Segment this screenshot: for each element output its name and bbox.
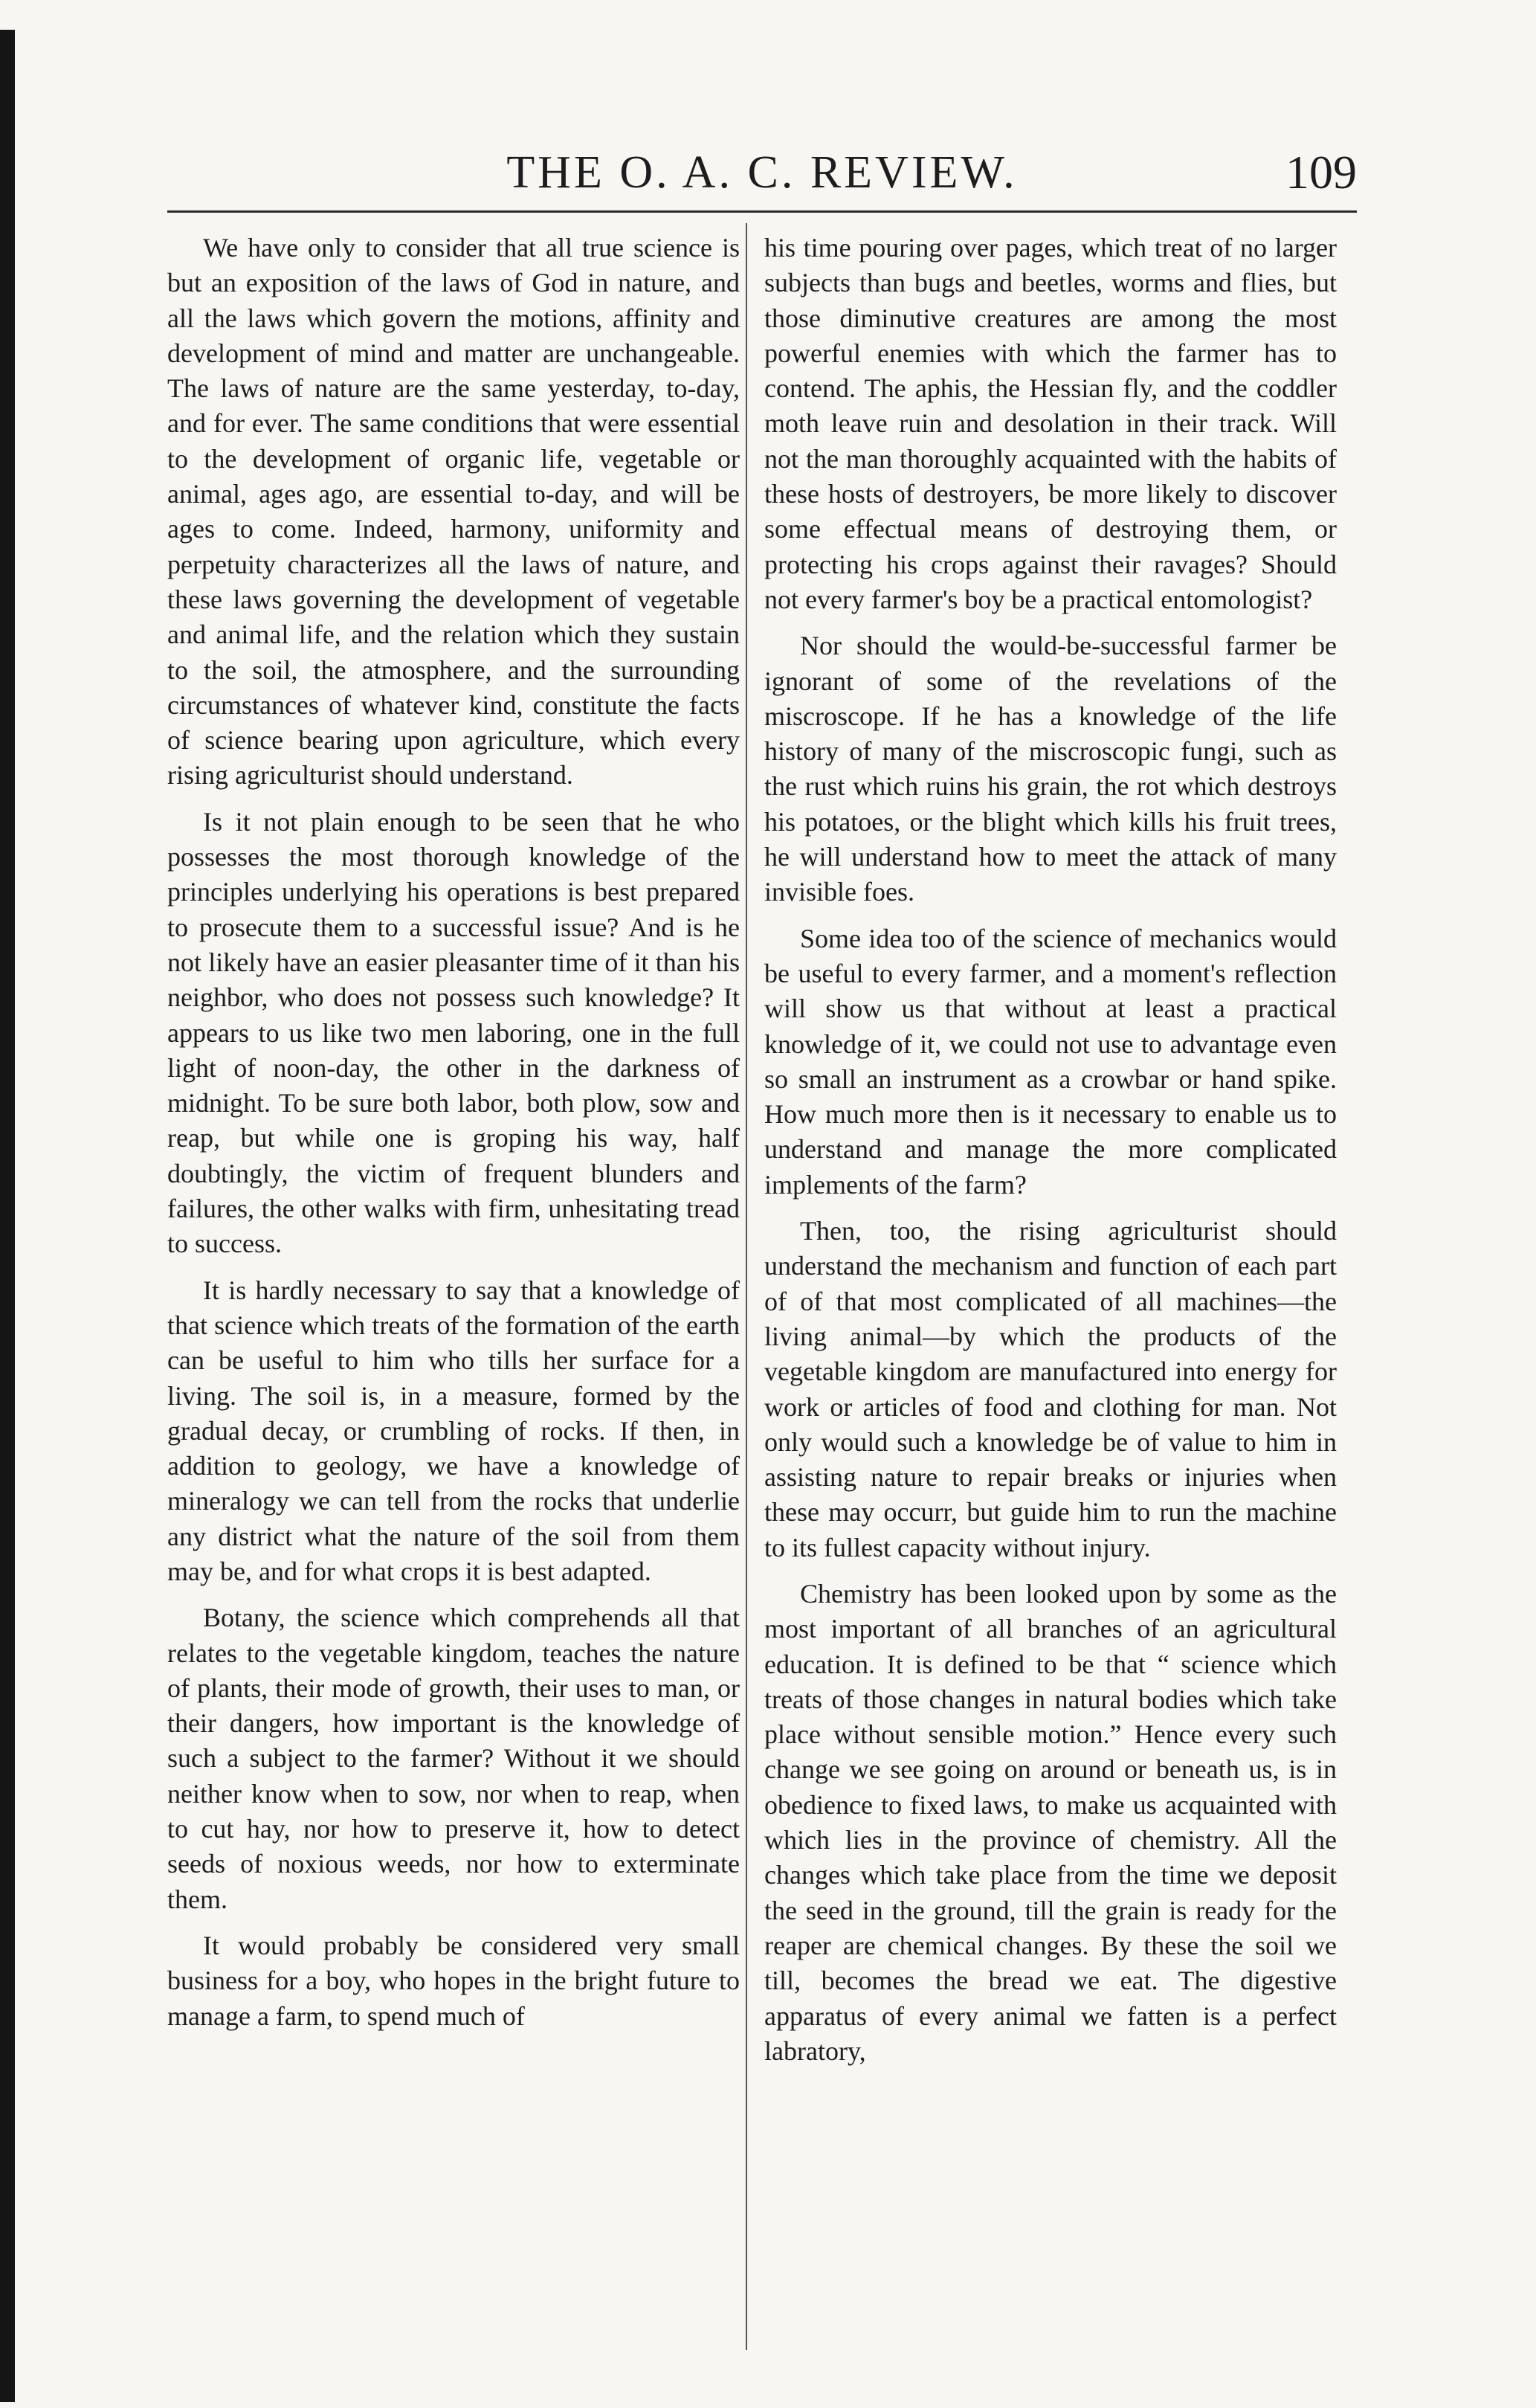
paragraph: Is it not plain enough to be seen that he who possesses the most thorough knowledge of the principles underlying his operations is best prepared to prosecute them to a successful issue? And is he not likely have an easier pleasanter time of it than his neighbor, who does not possess such knowledge? It appears to us like two men laboring, one in the full light of noon-day, the other in the darkness of midnight. To be sure both labor, both plow, sow and reap, but while one is groping his way, half doubtingly, the victim of frequent blunders and failures, the other walks with firm, unhesitating tread to success.	[167, 806, 740, 1259]
paragraph: Some idea too of the science of mechanics would be useful to every farmer, and a moment's reflection will show us that without at least a practical knowledge of it, we could not use to advantage even so small an instrument as a crowbar or hand spike. How much more then is it necessary to enable us to understand and manage the more complicated implements of the farm?	[764, 923, 1337, 1200]
page-header	[167, 143, 1357, 210]
paragraph: It would probably be considered very small business for a boy, who hopes in the bright future to manage a farm, to spend much of	[167, 1930, 740, 2031]
paragraph: Botany, the science which comprehends all that relates to the vegetable kingdom, teaches the nature of plants, their mode of growth, their uses to man, or their dangers, how important is the knowledge of such a subject to the farmer? Without it we should neither know when to sow, nor when to reap, when to cut hay, nor how to preserve it, how to detect seeds of noxious weeds, nor how to exterminate them.	[167, 1603, 740, 1914]
paragraph-continuation: his time pouring over pages, which treat of no larger subjects than bugs and beetles, worms and flies, but those diminutive creatures are among the most powerful enemies with which the farmer has to contend. The aphis, the Hessian fly, and the coddler moth leave ruin and desolation in their track. Will not the man thoroughly acquainted with the habits of these hosts of destroyers, be more likely to discover some effectual means of destroying them, or protecting his crops against their ravages? Should not every farmer's boy be a practical entomologist?	[764, 233, 1337, 614]
column-divider	[746, 223, 747, 2350]
paragraph: We have only to consider that all true science is but an exposition of the laws of God in nature, and all the laws which govern the motions, affinity and development of mind and matter are unchangeable. The laws of nature are the same yesterday, to-day, and for ever. The same conditions that were essential to the development of organic life, vegetable or animal, ages ago, are essential to-day, and will be ages to come. Indeed, harmony, uniformity and perpetuity characterizes all the laws of nature, and these laws governing the development of vegetable and animal life, and the relation which they sustain to the soil, the atmosphere, and the surrounding circumstances of whatever kind, constitute the facts of science bearing upon agriculture, which every rising agriculturist should understand.	[167, 233, 740, 791]
paragraph: Chemistry has been looked upon by some as the most important of all branches of an agricultural education. It is defined to be that “ science which treats of those changes in natural bodies which take place without sensible motion.” Hence every such change we see going on around or beneath us, is in obedience to fixed laws, to make us acquainted with which lies in the province of chemistry. All the changes which take place from the time we deposit the seed in the ground, till the grain is ready for the reaper are chemical changes. By these the soil we till, becomes the bread we eat. The digestive apparatus of every animal we fatten is a perfect labratory,	[764, 1578, 1337, 2066]
page-number: 109	[1285, 146, 1357, 199]
running-title: THE O. A. C. REVIEW.	[506, 147, 1018, 198]
header-rule	[167, 210, 1357, 213]
paragraph: Nor should the would-be-successful farmer be ignorant of some of the revelations of the miscroscope. If he has a knowledge of the life history of many of the miscroscopic fungi, such as the rust which ruins his grain, the rot which destroys his potatoes, or the blight which kills his fruit trees, he will understand how to meet the attack of many invisible foes.	[764, 631, 1337, 907]
paragraph: Then, too, the rising agriculturist should understand the mechanism and function of each part of of that most complicated of all machines—the living animal—by which the products of the vegetable kingdom are manufactured into energy for work or articles of food and clothing for man. Not only would such a knowledge be of value to him in assisting nature to repair breaks or injuries when these may occurr, but guide him to run the machine to its fullest capacity without injury.	[764, 1216, 1337, 1562]
binding-edge	[0, 30, 15, 2402]
left-column	[167, 231, 740, 2045]
paragraph: It is hardly necessary to say that a knowledge of that science which treats of the formation of the earth can be useful to him who tills her surface for a living. The soil is, in a measure, formed by the gradual decay, or crumbling of rocks. If then, in addition to geology, we have a knowledge of mineralogy we can tell from the rocks that underlie any district what the nature of the soil from them may be, and for what crops it is best adapted.	[167, 1275, 740, 1586]
right-column	[764, 231, 1337, 2080]
